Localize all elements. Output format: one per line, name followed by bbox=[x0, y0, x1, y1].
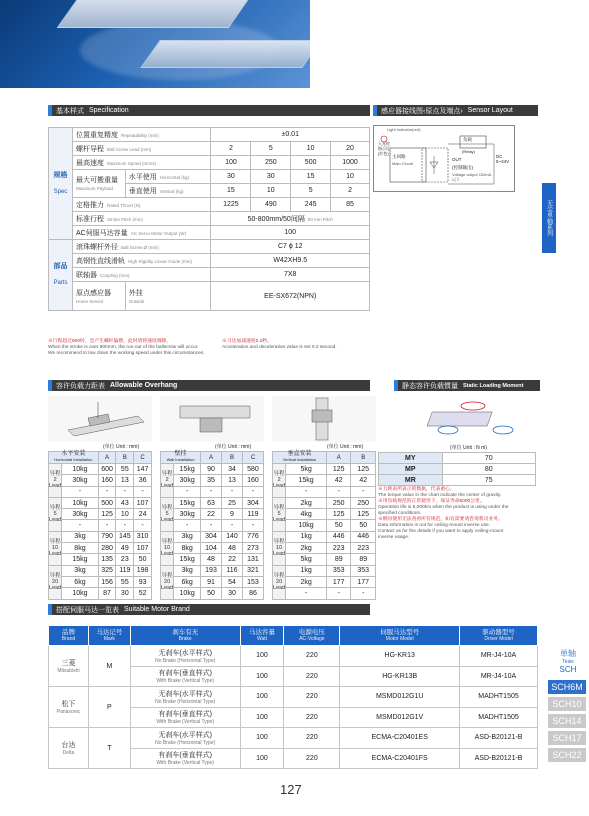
overhang-table: 垂直安装 Vertical Installation A B 导程2 Lead 5kg 125 125 15kg 42 42 - - - 导程5 Lead 2kg 250 250 4kg 125 125 10kg 50 50 导程10 Lead 1kg 446 446 2kg 223 223 5kg 89 89 导程20 Lead 1kg 353 353 2kg 177 177 - - - bbox=[272, 451, 376, 600]
sensor-wiring-diagram bbox=[373, 125, 515, 192]
overhang-row: 15kg 48 22 131 bbox=[161, 554, 264, 565]
overhang-unit: (单位 Unit : mm) bbox=[327, 444, 364, 450]
overhang-row: 15kg 135 23 50 bbox=[49, 554, 152, 565]
spec-row-speed: 最高速度 Maximum Speed (mm/s) 100 250 500 1000 bbox=[49, 156, 370, 170]
overhang-row: 10kg 50 50 bbox=[273, 520, 376, 531]
diagram-horizontal bbox=[48, 396, 152, 442]
overhang-row: 6kg 91 54 153 bbox=[161, 576, 264, 587]
overhang-row: 6kg 156 55 93 bbox=[49, 576, 152, 587]
overhang-row: 15kg 42 42 bbox=[273, 475, 376, 486]
section-bar-sensor: 感应器接线图‹原点及端点› Sensor Layout bbox=[373, 105, 538, 116]
diagram-wall bbox=[160, 396, 264, 442]
spec-row-thrust: 定格推力 Rated Thrust (N) 1225 490 245 85 bbox=[49, 198, 370, 212]
overhang-row: 导程10 Lead 3kg 790 145 310 bbox=[49, 531, 152, 542]
static-moment-diagram bbox=[418, 396, 528, 442]
overhang-row: 2kg 223 223 bbox=[273, 543, 376, 554]
section-bar-overhang: 容许负载力距表 Allowable Overhang bbox=[48, 380, 370, 391]
spec-note-left: ※行程超过600时，会产生螺杆偏摆，此时请将速度调降。 When the stroke is over 600mm, the run-out of the ballscrew will occur. We recommend to low down the working speed under this circumstances. bbox=[48, 339, 205, 356]
wall-install-drawing bbox=[160, 396, 264, 442]
spec-row-screw: 部品 Parts 滚珠螺杆外径 Ball Screw Ø (mm) C7 ϕ 12 bbox=[49, 240, 370, 254]
overhang-row: 导程20 Lead 1kg 353 353 bbox=[273, 565, 376, 576]
spec-row-lead: 螺杆导程 Ball Screw Lead (mm) 2 5 10 20 bbox=[49, 142, 370, 156]
overhang-row: - - - - bbox=[161, 486, 264, 497]
overhang-row: 导程20 Lead 3kg 193 116 321 bbox=[161, 565, 264, 576]
overhang-row: 8kg 280 49 107 bbox=[49, 543, 152, 554]
moment-axes-drawing bbox=[418, 396, 528, 442]
moment-row: MP 80 bbox=[379, 464, 536, 475]
spec-row-coupling: 联轴器 Coupling (mm) 7X8 bbox=[49, 268, 370, 282]
spec-note-right: ※马达加减速度0.2秒。 Acceleration and deceleration value is set 0.2 second. bbox=[222, 339, 337, 350]
overhang-row: 2kg 177 177 bbox=[273, 576, 376, 587]
page-number: 127 bbox=[280, 782, 302, 797]
parts-side-label: 部品 Parts bbox=[49, 240, 73, 311]
side-nav-item-sch10[interactable]: SCH10 bbox=[548, 697, 586, 711]
series-side-tab: 无尘单轴系列 bbox=[542, 183, 556, 253]
overhang-row: 30kg 125 10 24 bbox=[49, 509, 152, 520]
spec-row-guide: 高钢性直线滑轨 High Rigidity Linear Guide (mm) W42XH9.5 bbox=[49, 254, 370, 268]
section-bar-spec: 基本样式 Specification bbox=[48, 105, 370, 116]
overhang-row: 导程2 Lead 5kg 125 125 bbox=[273, 464, 376, 475]
spec-row-payload-v: 垂直使用 Vertical (kg) 15 10 5 2 bbox=[49, 184, 370, 198]
overhang-row: 10kg 50 30 86 bbox=[161, 588, 264, 599]
overhang-row: 30kg 35 13 160 bbox=[161, 475, 264, 486]
spec-row-stroke: 标准行程 Stroke Pitch (mm) 50-800mm/50间隔 50 mm Pitch bbox=[49, 212, 370, 226]
spec-row-payload-h: 最大可搬重量 Maximum Payload 水平使用 Horizontal (kg) 30 30 15 10 bbox=[49, 170, 370, 184]
static-notes: ※力距表所表示的数据，代表重心。 The torque value in the chart indicate the center of gravity. ※用负载规范的正常使用下，保证寿命5000公里。 Operation life is 5,000km when the product is using under the specified conditions. ※倒吊使用无法查看所有规范，如有需要请咨询我司业务。 Data information is not for ceiling-mount inverse use. Contact us for the details if you want to apply ceiling-mount inverse usage. bbox=[378, 487, 509, 540]
overhang-table: 壁挂 Wall Installation A B C 导程2 Lead 15kg 90 34 580 30kg 35 13 160 - - - - 导程5 Lead 15kg 63 25 304 30kg 22 9 119 - - - - 导程10 Lead 3kg 304 140 776 8kg 104 48 273 15kg 48 22 131 导程20 Lead 3kg 193 116 321 6kg 91 54 153 10kg 50 30 86 bbox=[160, 451, 264, 600]
side-nav-item-sch6m[interactable]: SCH6M bbox=[548, 680, 586, 694]
overhang-row: 4kg 125 125 bbox=[273, 509, 376, 520]
moment-row: MR 75 bbox=[379, 475, 536, 486]
overhang-table: 水平安装 Horizontal Installation A B C 导程2 Lead 10kg 600 55 147 30kg 160 13 36 - - - - 导程5 Lead 10kg 500 43 107 30kg 125 10 24 - - - - 导程10 Lead 3kg 790 145 310 8kg 280 49 107 15kg 135 23 50 导程20 Lead 3kg 325 119 198 6kg 156 55 93 10kg 87 30 52 bbox=[48, 451, 152, 600]
servo-row: 有刹车(垂直样式) With Brake (Vertical Type) 100 220 HG-KR13B MR-J4-10A bbox=[49, 666, 538, 687]
side-nav-item-sch17[interactable]: SCH17 bbox=[548, 731, 586, 745]
side-nav-item-sch22[interactable]: SCH22 bbox=[548, 748, 586, 762]
overhang-row: - - - - bbox=[161, 520, 264, 531]
overhang-row: 导程2 Lead 10kg 600 55 147 bbox=[49, 464, 152, 475]
overhang-row: 导程5 Lead 2kg 250 250 bbox=[273, 497, 376, 508]
overhang-unit: (单位 Unit : mm) bbox=[103, 444, 140, 450]
static-unit: (单位 Unit : N m) bbox=[450, 445, 487, 451]
horizontal-install-drawing bbox=[48, 396, 152, 442]
overhang-row: 导程20 Lead 3kg 325 119 198 bbox=[49, 565, 152, 576]
side-nav bbox=[548, 680, 586, 765]
overhang-row: - - - bbox=[273, 588, 376, 599]
side-nav-title: 单轴 Tesis SCH bbox=[559, 649, 577, 674]
section-bar-static: 静态容许负载惯量 Static Loading Moment bbox=[394, 380, 540, 391]
overhang-row: 5kg 89 89 bbox=[273, 554, 376, 565]
overhang-row: 30kg 22 9 119 bbox=[161, 509, 264, 520]
overhang-row: 导程5 Lead 10kg 500 43 107 bbox=[49, 497, 152, 508]
diagram-vertical bbox=[272, 396, 376, 442]
servo-row: 三菱 Mitsubishi M 无刹车(水平样式) No Brake (Horizontal Type) 100 220 HG-KR13 MR-J4-10A bbox=[49, 646, 538, 667]
spec-table: 规格 Spec 位置重复精度 Repeatability (mm) ±0.01 螺杆导程 Ball Screw Lead (mm) 2 5 10 20 最高速度 Maximum Speed (mm/s) 100 250 500 1000 最大可搬重量 Maximum Payload 水平使用 Horizontal (kg) 30 30 15 10 垂直使用 Vertical (kg) 15 10 5 2 定格推力 Rated Thrust (N) 1225 490 245 85 标准行程 Stroke Pitch (mm) 50-800mm/50间隔 50 mm Pitch AC伺服马达容量 AC Servo Motor Output (W) 100 部品 Parts 滚珠螺杆外径 Ball Screw Ø (mm) C7 ϕ 12 高钢性直线滑轨 High Rigidity Linear Guide (mm) W42XH9.5 联轴器 Coupling (mm) 7X8 原点感应器 Home Sensor 外挂 Outside EE-SX672(NPN) bbox=[48, 127, 370, 311]
overhang-row: 8kg 104 48 273 bbox=[161, 543, 264, 554]
moment-row: MY 70 bbox=[379, 453, 536, 464]
servo-row: 松下 Panasonic P 无刹车(水平样式) No Brake (Horizontal Type) 100 220 MSMD012G1U MADHT1505 bbox=[49, 687, 538, 708]
sensor-out-cn: (控制输出) bbox=[452, 165, 473, 170]
servo-row: 台达 Delta T 无刹车(水平样式) No Brake (Horizontal Type) 100 220 ECMA-C20401ES ASD-B20121-B bbox=[49, 728, 538, 749]
spec-row-sensor: 原点感应器 Home Sensor 外挂 Outside EE-SX672(NPN) bbox=[49, 282, 370, 311]
sensor-main-label: 主回路 bbox=[392, 154, 406, 159]
overhang-row: 导程10 Lead 1kg 446 446 bbox=[273, 531, 376, 542]
sensor-dc-label: DC 5~24V bbox=[496, 154, 510, 164]
sensor-light-label: Light Indicator(red) bbox=[387, 127, 421, 132]
servo-table bbox=[48, 625, 538, 769]
static-moment-table bbox=[378, 452, 536, 486]
sensor-main-en: Main Circuit bbox=[392, 161, 414, 166]
overhang-row: 导程5 Lead 15kg 63 25 304 bbox=[161, 497, 264, 508]
section-bar-servo: 搭配伺服马达一览表 Suitable Motor Brand bbox=[48, 604, 370, 615]
sensor-load-en: (Relay) bbox=[462, 149, 475, 154]
spec-side-label: 规格 Spec bbox=[49, 128, 73, 240]
overhang-row: 30kg 160 13 36 bbox=[49, 475, 152, 486]
overhang-unit: (单位 Unit : mm) bbox=[215, 444, 252, 450]
side-nav-item-sch14[interactable]: SCH14 bbox=[548, 714, 586, 728]
overhang-row: - - - - bbox=[49, 520, 152, 531]
overhang-row: - - - - bbox=[49, 486, 152, 497]
servo-header-row: 品牌 Brand 马达记号 Mark 刹车有无 Brake 马达容量 Watt 电源电压 AC-Voltage 伺服马达型号 Motor Model 驱动器型号 Driver Model bbox=[49, 626, 538, 646]
hero-product-image bbox=[0, 0, 310, 88]
overhang-row: - - - bbox=[273, 486, 376, 497]
overhang-row: 10kg 87 30 52 bbox=[49, 588, 152, 599]
servo-row: 有刹车(垂直样式) With Brake (Vertical Type) 100 220 MSMD012G1V MADHT1505 bbox=[49, 707, 538, 728]
servo-row: 有刹车(垂直样式) With Brake (Vertical Type) 100 220 ECMA-C20401FS ASD-B20121-B bbox=[49, 748, 538, 769]
sensor-load-label: 负载 bbox=[463, 137, 472, 142]
sensor-out-voltage: Voltage output 100mA以下 bbox=[452, 172, 492, 182]
spec-row-motor: AC伺服马达容量 AC Servo Motor Output (W) 100 bbox=[49, 226, 370, 240]
sensor-out-label: OUT bbox=[452, 157, 462, 162]
overhang-row: 导程10 Lead 3kg 304 140 776 bbox=[161, 531, 264, 542]
overhang-row: 导程2 Lead 15kg 90 34 580 bbox=[161, 464, 264, 475]
vertical-install-drawing bbox=[272, 396, 376, 442]
sensor-led-label: 入光时指示灯(红色) bbox=[378, 141, 390, 156]
